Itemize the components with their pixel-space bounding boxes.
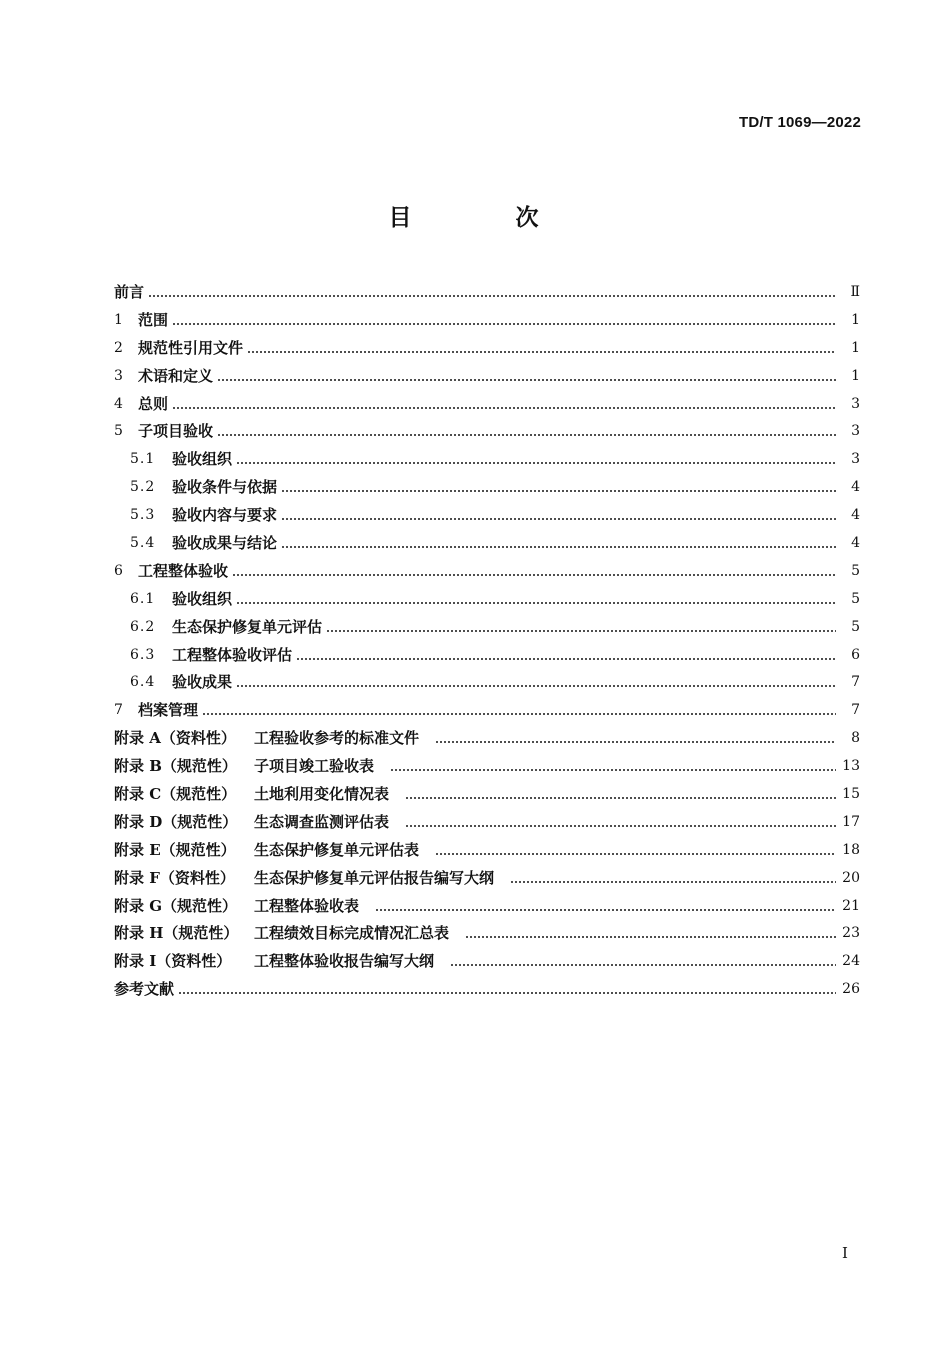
toc-entry-title: 生态保护修复单元评估表: [254, 840, 420, 859]
toc-dot-leader: [217, 379, 836, 381]
toc-entry[interactable]: [114, 669, 860, 697]
toc-entry[interactable]: [114, 363, 860, 391]
toc-dot-leader: [178, 992, 836, 994]
toc-dot-leader: [247, 351, 836, 353]
toc-entry[interactable]: [114, 474, 860, 502]
toc-appendix-entry[interactable]: [114, 725, 860, 753]
toc-entry-number: 6.1: [130, 590, 156, 607]
toc-entry-title: 工程整体验收评估: [172, 645, 293, 664]
toc-entry-title: 工程整体验收: [138, 561, 229, 580]
toc-entry-title: 工程绩效目标完成情况汇总表: [254, 924, 450, 943]
page-number: I: [842, 1244, 848, 1262]
toc-appendix-label: 附录 B（规范性）: [114, 757, 237, 776]
toc-dot-leader: [202, 713, 836, 715]
toc-appendix-entry[interactable]: [114, 837, 860, 865]
toc-dot-leader: [326, 630, 836, 632]
toc-entry-page: Ⅱ: [850, 284, 860, 300]
toc-appendix-label: 附录 G（规范性）: [114, 896, 238, 915]
toc-entry-title: 验收组织: [172, 450, 233, 469]
toc-entry-title: 生态调查监测评估表: [254, 812, 390, 831]
toc-appendix-label: 附录 E（规范性）: [114, 840, 236, 859]
toc-dot-leader: [236, 602, 836, 604]
toc-dot-leader: [148, 295, 836, 297]
toc-appendix-entry[interactable]: [114, 809, 860, 837]
toc-entry-number: 6.3: [130, 646, 156, 663]
toc-appendix-entry[interactable]: [114, 893, 860, 921]
toc-entry-number: 3: [114, 367, 123, 384]
toc-entry[interactable]: [114, 586, 860, 614]
toc-dot-leader: [236, 685, 836, 687]
toc-dot-leader: [281, 490, 836, 492]
toc-entry-title: 术语和定义: [138, 366, 214, 385]
toc-entry-page: 3: [851, 395, 860, 412]
toc-appendix-label: 附录 D（规范性）: [114, 812, 238, 831]
toc-appendix-label: 附录 H（规范性）: [114, 924, 239, 943]
toc-dot-leader: [236, 462, 836, 464]
standard-code: TD/T 1069—2022: [738, 114, 861, 131]
toc-entry-page: 7: [851, 702, 860, 719]
toc-entry-page: 23: [842, 925, 860, 942]
toc-dot-leader: [435, 741, 836, 743]
toc-entry[interactable]: [114, 976, 860, 1004]
toc-dot-leader: [510, 881, 836, 883]
toc-entry-title: 验收内容与要求: [172, 506, 278, 525]
toc-entry[interactable]: [114, 335, 860, 363]
toc-entry-title: 工程整体验收表: [254, 896, 360, 915]
toc-entry-page: 20: [842, 869, 860, 886]
toc-entry-title: 生态保护修复单元评估报告编写大纲: [254, 868, 495, 887]
toc-entry-page: 26: [842, 981, 860, 998]
toc-dot-leader: [281, 518, 836, 520]
toc-entry-title: 验收成果: [172, 673, 233, 692]
toc-entry-number: 5.1: [130, 451, 156, 468]
toc-entry-page: 4: [851, 479, 860, 496]
toc-entry-page: 5: [851, 618, 860, 635]
toc-entry-page: 1: [851, 339, 860, 356]
toc-dot-leader: [281, 546, 836, 548]
toc-entry[interactable]: [114, 614, 860, 642]
toc-entry[interactable]: [114, 418, 860, 446]
toc-entry-title: 参考文献: [114, 980, 175, 999]
toc-appendix-entry[interactable]: [114, 781, 860, 809]
toc-entry-number: 5.4: [130, 535, 156, 552]
toc-entry-page: 24: [842, 953, 860, 970]
toc-entry-title: 验收成果与结论: [172, 534, 278, 553]
toc-entry-page: 17: [842, 813, 860, 830]
toc-entry-number: 6: [114, 562, 123, 579]
toc-entry-title: 规范性引用文件: [138, 338, 244, 357]
toc-entry-page: 5: [851, 562, 860, 579]
toc-entry-page: 6: [851, 646, 860, 663]
toc-entry-number: 1: [114, 311, 123, 328]
toc-entry-title: 验收条件与依据: [172, 478, 278, 497]
toc-entry-page: 15: [842, 786, 860, 803]
toc-appendix-entry[interactable]: [114, 920, 860, 948]
toc-dot-leader: [390, 769, 836, 771]
toc-entry[interactable]: [114, 558, 860, 586]
toc-dot-leader: [375, 909, 836, 911]
toc-dot-leader: [405, 797, 836, 799]
toc-entry[interactable]: [114, 307, 860, 335]
toc-entry-page: 21: [842, 897, 860, 914]
toc-entry-title: 子项目竣工验收表: [254, 757, 375, 776]
toc-appendix-label: 附录 I（资料性）: [114, 952, 232, 971]
toc-entry-number: 5.2: [130, 479, 156, 496]
toc-entry-number: 5.3: [130, 507, 156, 524]
toc-entry[interactable]: [114, 279, 860, 307]
toc-entry-title: 子项目验收: [138, 422, 214, 441]
toc-dot-leader: [450, 964, 836, 966]
toc-entry-page: 3: [851, 451, 860, 468]
toc-entry[interactable]: [114, 530, 860, 558]
page-title: 目 次: [388, 204, 587, 231]
toc-entry-page: 4: [851, 535, 860, 552]
toc-appendix-entry[interactable]: [114, 753, 860, 781]
toc-entry-title: 档案管理: [138, 701, 199, 720]
toc-entry-page: 5: [851, 590, 860, 607]
toc-entry-number: 2: [114, 339, 123, 356]
toc-entry-number: 7: [114, 702, 123, 719]
toc-entry[interactable]: [114, 446, 860, 474]
toc-entry[interactable]: [114, 697, 860, 725]
toc-entry-page: 13: [842, 758, 860, 775]
toc-appendix-entry[interactable]: [114, 865, 860, 893]
toc-entry-number: 6.2: [130, 618, 156, 635]
toc-entry-title: 总则: [138, 394, 169, 413]
toc-entry-page: 8: [851, 730, 860, 747]
toc-entry-title: 生态保护修复单元评估: [172, 617, 323, 636]
toc-entry-number: 6.4: [130, 674, 156, 691]
toc-dot-leader: [405, 825, 836, 827]
toc-dot-leader: [172, 407, 836, 409]
toc-entry-page: 1: [851, 311, 860, 328]
toc-entry-number: 5: [114, 423, 123, 440]
toc-entry-page: 7: [851, 674, 860, 691]
toc-entry[interactable]: [114, 391, 860, 419]
toc-dot-leader: [172, 323, 836, 325]
toc-entry-page: 18: [842, 841, 860, 858]
toc-entry-number: 4: [114, 395, 123, 412]
toc-entry-title: 土地利用变化情况表: [254, 785, 390, 804]
toc-dot-leader: [217, 434, 836, 436]
toc-entry-title: 工程验收参考的标准文件: [254, 729, 420, 748]
toc-appendix-label: 附录 A（资料性）: [114, 729, 236, 748]
toc-entry-title: 工程整体验收报告编写大纲: [254, 952, 435, 971]
toc-appendix-label: 附录 F（资料性）: [114, 868, 235, 887]
toc-dot-leader: [465, 936, 836, 938]
toc-entry-page: 1: [851, 367, 860, 384]
table-of-contents: [114, 279, 860, 1004]
toc-dot-leader: [232, 574, 836, 576]
toc-entry-page: 4: [851, 507, 860, 524]
toc-entry-title: 验收组织: [172, 589, 233, 608]
toc-appendix-entry[interactable]: [114, 948, 860, 976]
toc-dot-leader: [435, 853, 836, 855]
toc-entry[interactable]: [114, 502, 860, 530]
toc-entry[interactable]: [114, 642, 860, 670]
toc-entry-title: 前言: [114, 283, 145, 301]
toc-entry-title: 范围: [138, 310, 169, 329]
toc-dot-leader: [296, 658, 836, 660]
toc-appendix-label: 附录 C（规范性）: [114, 785, 237, 804]
toc-entry-page: 3: [851, 423, 860, 440]
